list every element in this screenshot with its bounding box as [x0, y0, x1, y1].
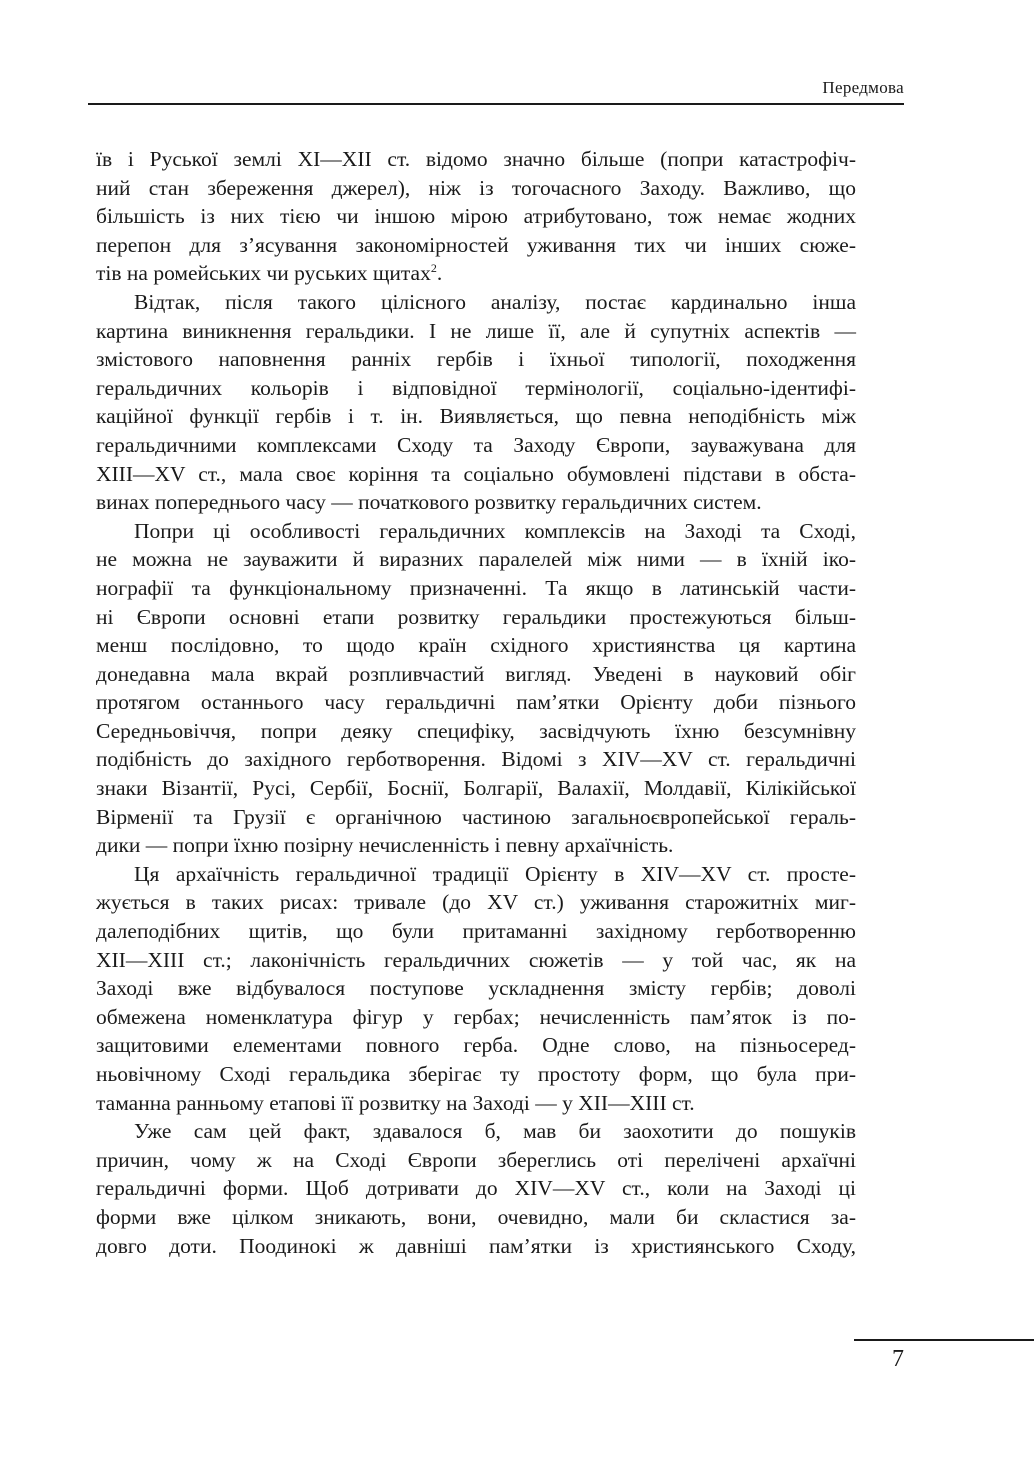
- text-line: обмежена номенклатура фігур у гербах; нечисленність пам’яток із по-: [96, 1004, 856, 1029]
- footnote-trailing-punctuation: .: [436, 261, 443, 286]
- text-line: більшість із них тією чи іншою мірою атрибутовано, тож немає жодних: [96, 204, 856, 229]
- paragraph-first-line: Відтак, після такого цілісного аналізу, постає кардинально інша: [134, 289, 856, 314]
- text-line: далеподібних щитів, що були притаманні західному герботворенню: [96, 919, 856, 944]
- text-line: картина виникнення геральдики. І не лише її, але й супутніх аспектів —: [96, 318, 856, 343]
- text-line: довго доти. Поодинокі ж давніші пам’ятки із християнського Сходу,: [96, 1233, 856, 1258]
- text-line: донедавна мала вкрай розпливчастий вигляд. Уведені в науковий обіг: [96, 661, 856, 686]
- footer-rule: [854, 1339, 1034, 1341]
- text-line: Заході вже відбувалося поступове ускладнення змісту гербів; доволі: [96, 976, 856, 1001]
- text-line: ньовічному Сході геральдика зберігає ту простоту форм, що була при-: [96, 1062, 856, 1086]
- text-line: змістового наповнення ранніх гербів і їхньої типології, походження: [96, 347, 856, 372]
- body-text: [96, 145, 856, 1260]
- text-line: протягом останнього часу геральдичні пам’ятки Орієнту доби пізнього: [96, 690, 856, 715]
- text-line: їв і Руської землі XI—XII ст. відомо значно більше (попри катастрофіч-: [96, 147, 856, 171]
- text-line: защитовими елементами повного герба. Одне слово, на пізньосеред-: [96, 1033, 856, 1058]
- text-line-with-footnote: [96, 259, 856, 288]
- paragraph-last-line: винах попереднього часу — початкового розвитку геральдичних систем.: [96, 490, 762, 515]
- text-line-content: тів на ромейських чи руських щитах: [96, 261, 431, 286]
- header-rule: [88, 103, 904, 105]
- text-line: геральдичних кольорів і відповідної термінології, соціально-ідентифі-: [96, 375, 856, 400]
- paragraph-first-line: Ця архаїчність геральдичної традиції Орієнту в XIV—XV ст. простe-: [134, 861, 856, 886]
- text-line: Вірменії та Грузії є органічною частиною загальноєвропейської гераль-: [96, 804, 856, 829]
- text-line: менш послідовно, то щодо країн східного християнства ця картина: [96, 633, 856, 658]
- text-line: перепон для з’ясування закономірностей уживання тих чи інших сюже-: [96, 232, 856, 257]
- text-line: каційної функції гербів і т. ін. Виявляється, що певна неподібність між: [96, 404, 856, 429]
- page-number: 7: [892, 1346, 904, 1372]
- text-line: нографії та функціональному призначенні. Та якщо в латинській части-: [96, 575, 856, 600]
- text-line: XIII—XV ст., мала своє коріння та соціально обумовлені підстави в обста-: [96, 461, 856, 486]
- text-line: XII—XIII ст.; лаконічність геральдичних сюжетів — у той час, як на: [96, 947, 856, 972]
- footnote-reference: 2: [430, 261, 437, 276]
- text-line: ні Європи основні етапи розвитку геральдики простежуються більш-: [96, 604, 856, 629]
- paragraph-last-line: таманна ранньому етапові її розвитку на Заході — у XII—XIII ст.: [96, 1090, 695, 1115]
- text-line: ний стан збереження джерел), ніж із тогочасного Заходу. Важливо, що: [96, 175, 856, 200]
- text-line: Середньовіччя, попри деяку специфіку, засвідчують їхню безсумнівну: [96, 718, 856, 743]
- text-line: подібність до західного герботворення. Відомі з XIV—XV ст. геральдичні: [96, 747, 856, 772]
- text-line: знаки Візантії, Русі, Сербії, Боснії, Болгарії, Валахії, Молдавії, Кілікійської: [96, 776, 856, 801]
- text-line: геральдичними комплексами Сходу та Заходу Європи, зауважувана для: [96, 432, 856, 457]
- text-line: причин, чому ж на Сході Європи збереглись оті перелічені архаїчні: [96, 1147, 856, 1172]
- text-line: форми вже цілком зникають, вони, очевидно, мали би скластися за-: [96, 1204, 856, 1229]
- text-line: не можна не зауважити й виразних паралелей між ними — в їхній іко-: [96, 547, 856, 572]
- paragraph-last-line: дики — попри їхню позірну нечисленність і певну архаїчність.: [96, 833, 674, 858]
- text-line: жується в таких рисах: тривале (до XV ст.) уживання старожитніх миг-: [96, 890, 856, 915]
- paragraph-first-line: Попри ці особливості геральдичних комплексів на Заході та Сході,: [134, 518, 856, 543]
- paragraph-first-line: Уже сам цей факт, здавалося б, мав би заохотити до пошуків: [134, 1119, 856, 1144]
- running-head-title: Передмова: [822, 78, 904, 97]
- text-line: геральдичні форми. Щоб дотривати до XIV—XV ст., коли на Заході ці: [96, 1176, 856, 1201]
